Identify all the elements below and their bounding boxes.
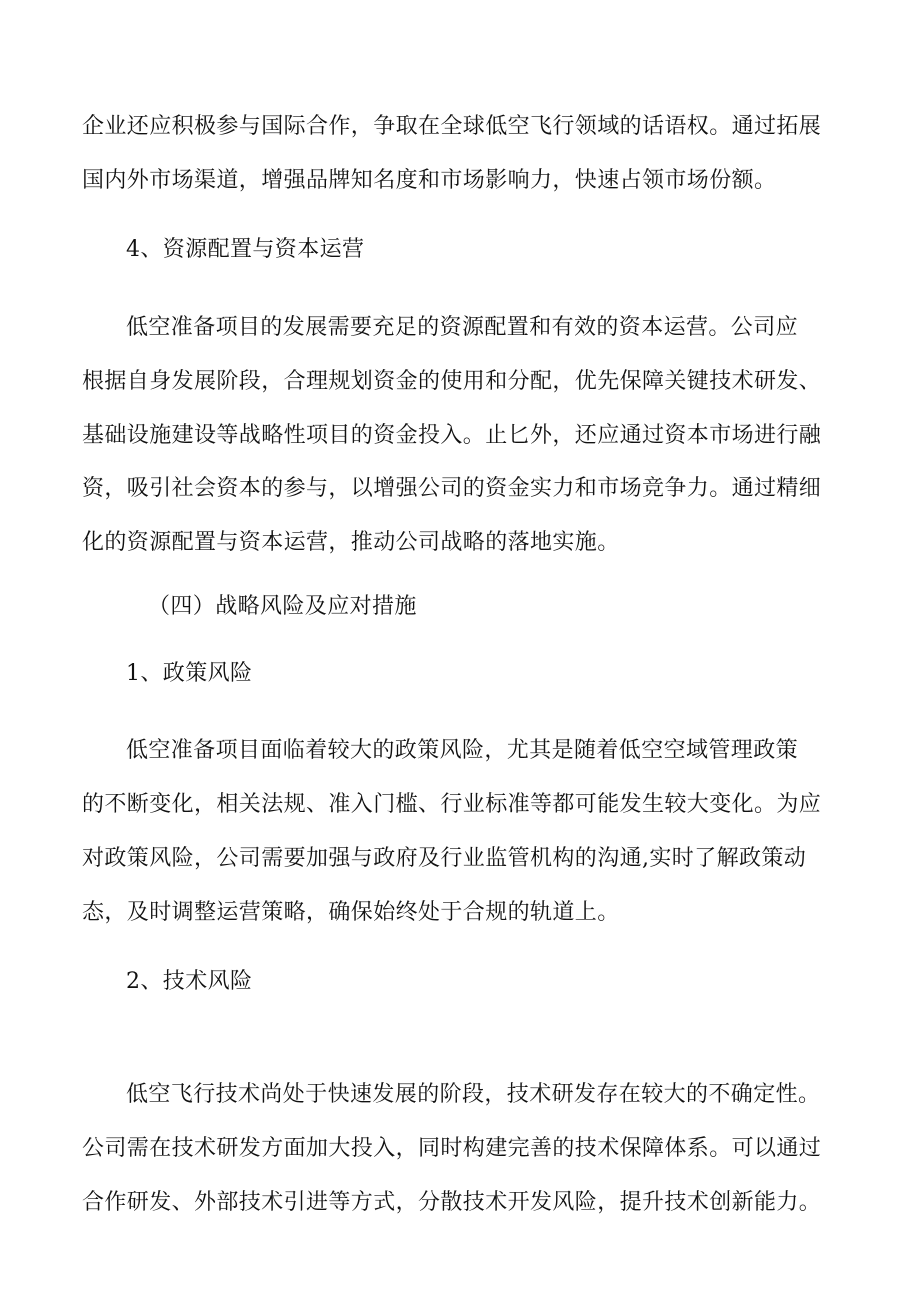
paragraph-3-line-4: 态，及时调整运营策略，确保始终处于合规的轨道上。	[82, 900, 620, 925]
paragraph-3-line-1: 低空准备项目面临着较大的政策风险，尤其是随着低空空域管理政策	[126, 738, 799, 763]
paragraph-3-line-3: 对政策风险，公司需要加强与政府及行业监管机构的沟通,实时了解政策动	[82, 846, 807, 871]
heading-policy-risk: 1、政策风险	[126, 661, 253, 686]
heading-resource-allocation: 4、资源配置与资本运营	[126, 237, 365, 262]
paragraph-1-line-2: 国内外市场渠道，增强品牌知名度和市场影响力，快速占领市场份额。	[82, 168, 777, 193]
paragraph-2-line-1: 低空准备项目的发展需要充足的资源配置和有效的资本运营。公司应	[126, 315, 799, 340]
paragraph-2-line-3: 基础设施建设等战略性项目的资金投入。止匕外，还应通过资本市场进行融	[82, 423, 822, 448]
section-heading-strategic-risks: （四）战略风险及应对措施	[148, 594, 417, 619]
heading-technology-risk: 2、技术风险	[126, 969, 253, 994]
paragraph-4-line-1: 低空飞行技术尚处于快速发展的阶段，技术研发存在较大的不确定性。	[126, 1082, 821, 1107]
paragraph-2-line-4: 资，吸引社会资本的参与，以增强公司的资金实力和市场竞争力。通过精细	[82, 476, 822, 501]
paragraph-1-line-1: 企业还应积极参与国际合作，争取在全球低空飞行领域的话语权。通过拓展	[82, 114, 822, 139]
paragraph-4-line-3: 合作研发、外部技术引进等方式，分散技术开发风险，提升技术创新能力。	[82, 1190, 822, 1215]
paragraph-2-line-5: 化的资源配置与资本运营，推动公司战略的落地实施。	[82, 530, 620, 555]
paragraph-3-line-2: 的不断变化，相关法规、准入门槛、行业标准等都可能发生较大变化。为应	[82, 792, 822, 817]
paragraph-2-line-2: 根据自身发展阶段，合理规划资金的使用和分配，优先保障关键技术研发、	[82, 369, 822, 394]
paragraph-4-line-2: 公司需在技术研发方面加大投入，同时构建完善的技术保障体系。可以通过	[82, 1136, 822, 1161]
